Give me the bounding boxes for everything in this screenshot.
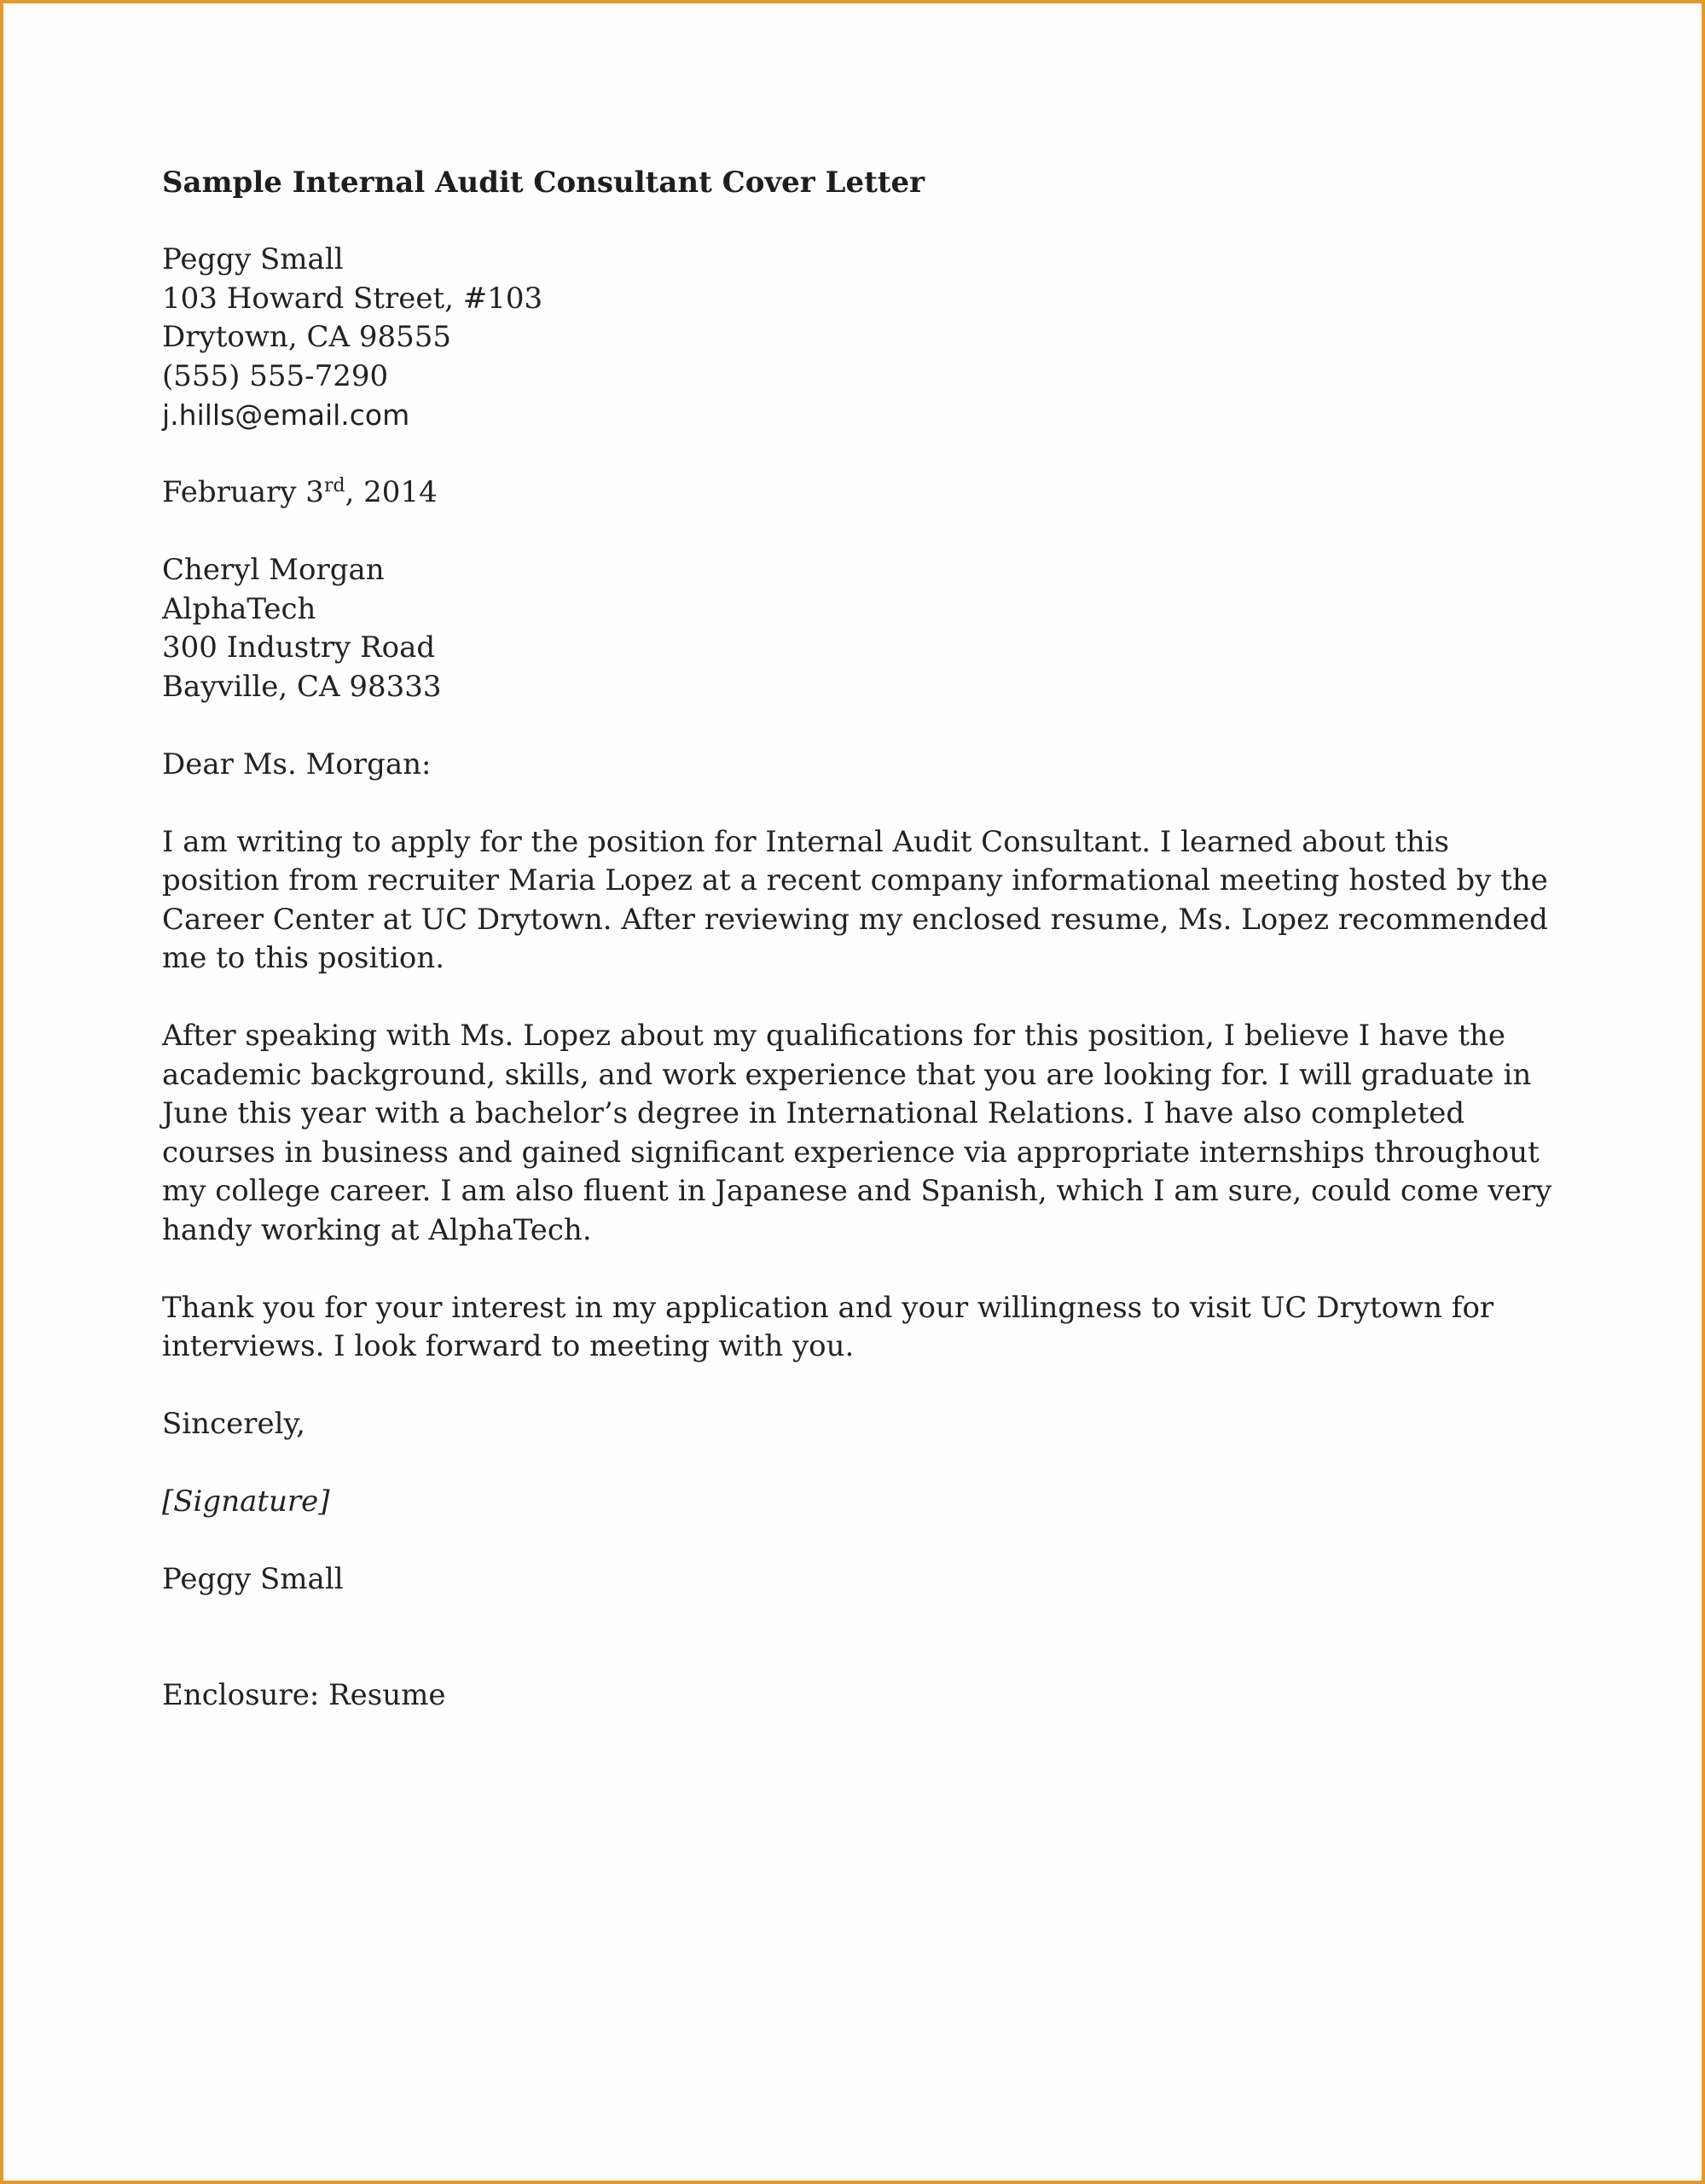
date-ordinal-suffix: rd <box>323 475 345 497</box>
recipient-address-block <box>162 551 1561 706</box>
signer-name: Peggy Small <box>162 1562 344 1596</box>
sender-city: Drytown, CA 98555 <box>162 320 452 354</box>
sender-name: Peggy Small <box>162 242 344 276</box>
sender-street: 103 Howard Street, #103 <box>162 281 543 316</box>
closing: Sincerely, <box>162 1407 305 1441</box>
letter-date <box>162 473 1561 513</box>
salutation: Dear Ms. Morgan: <box>162 746 432 781</box>
recipient-company: AlphaTech <box>162 591 316 626</box>
recipient-street: 300 Industry Road <box>162 630 436 665</box>
body-paragraph-1: I am writing to apply for the position for Internal Audit Consultant. I learned about this position from recruiter Maria Lopez at a recent company informational meeting hosted by the Career Center at UC Drytown. After reviewing my enclosed resume, Ms. Lopez recommended me to this position. <box>162 824 1548 975</box>
body-paragraph-3: Thank you for your interest in my application and your willingness to visit UC Drytown for interviews. I look forward to meeting with you. <box>162 1290 1494 1363</box>
sender-phone: (555) 555-7290 <box>162 358 389 393</box>
date-month-day: February 3 <box>162 475 324 509</box>
recipient-city: Bayville, CA 98333 <box>162 669 442 704</box>
sender-email: j.hills@email.com <box>162 398 410 432</box>
document-title: Sample Internal Audit Consultant Cover Letter <box>162 166 925 200</box>
date-year: , 2014 <box>345 475 438 509</box>
enclosure-line: Enclosure: Resume <box>162 1678 446 1712</box>
spacer <box>162 1638 1561 1676</box>
cover-letter <box>162 164 1561 1754</box>
signature-placeholder: [Signature] <box>162 1484 330 1519</box>
body-paragraph-2: After speaking with Ms. Lopez about my qualifications for this position, I believe I have the academic background, skills, and work experience that you are looking for. I will graduate in June this year with a bachelor’s degree in International Relations. I have also completed courses in business and gained significant experience via appropriate internships throughout my college career. I am also fluent in Japanese and Spanish, which I am sure, could come very handy working at AlphaTech. <box>162 1019 1552 1247</box>
sender-address-block <box>162 241 1561 435</box>
recipient-name: Cheryl Morgan <box>162 553 385 587</box>
